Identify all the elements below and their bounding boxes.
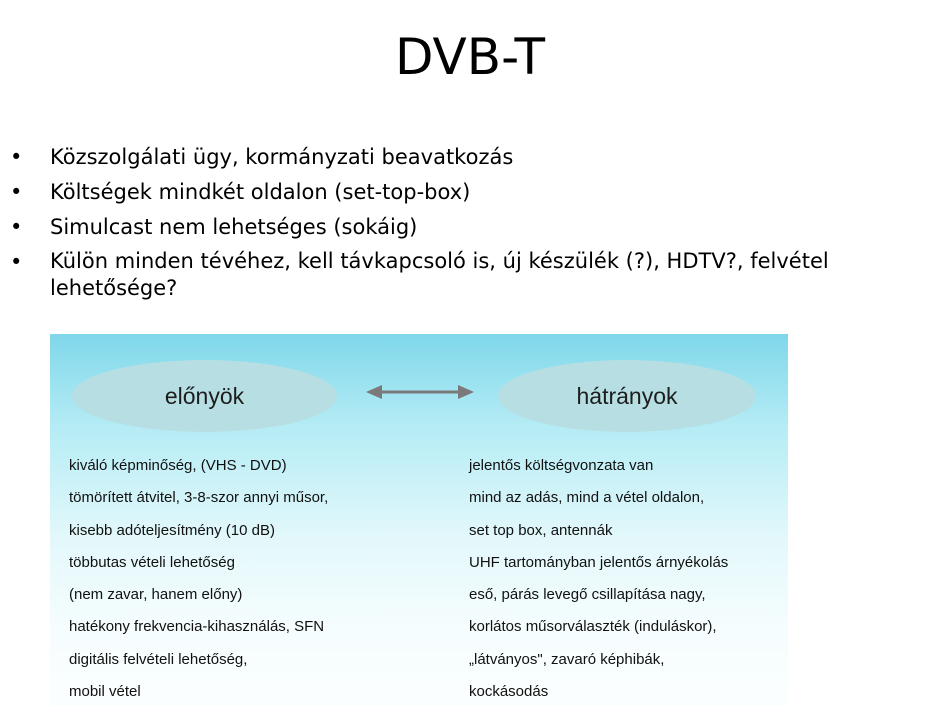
disadvantage-item: mind az adás, mind a vétel oldalon,: [469, 489, 705, 507]
disadvantages-list: [469, 450, 728, 708]
advantage-item: többutas vételi lehetőség: [69, 553, 235, 571]
disadvantage-item: korlátos műsorválaszték (induláskor),: [469, 618, 717, 636]
bullet-list: [0, 143, 940, 309]
slide-title: DVB-T: [394, 28, 546, 86]
advantage-item: (nem zavar, hanem előny): [69, 586, 243, 604]
bullet-dot: •: [10, 215, 23, 239]
bullet-dot: •: [10, 250, 23, 274]
disadvantages-heading: hátrányok: [576, 382, 678, 409]
advantage-item: tömörített átvitel, 3-8-szor annyi műsor,: [69, 489, 329, 507]
double-headed-arrow-icon: [366, 382, 474, 402]
comparison-figure: [50, 334, 788, 706]
advantages-heading-ellipse: [72, 360, 337, 432]
bullet-item: [0, 143, 940, 171]
disadvantage-item: eső, párás levegő csillapítása nagy,: [469, 586, 706, 604]
advantages-list: [69, 450, 328, 708]
disadvantage-item: „látványos", zavaró képhibák,: [469, 650, 665, 668]
disadvantages-heading-ellipse: [498, 360, 756, 432]
advantages-heading: előnyök: [164, 382, 245, 409]
disadvantage-item: set top box, antennák: [469, 521, 613, 539]
bullet-item: [0, 213, 940, 241]
bullet-text: Külön minden tévéhez, kell távkapcsoló is, új készülék (?), HDTV?, felvétel lehetősége?: [50, 249, 829, 300]
advantage-item: kisebb adóteljesítmény (10 dB): [69, 521, 275, 539]
bullet-item: [0, 248, 940, 302]
bullet-text: Költségek mindkét oldalon (set-top-box): [50, 180, 471, 204]
disadvantage-item: UHF tartományban jelentős árnyékolás: [469, 553, 729, 571]
bullet-text: Közszolgálati ügy, kormányzati beavatkozás: [50, 145, 514, 169]
bullet-dot: •: [10, 145, 23, 169]
bullet-item: [0, 178, 940, 206]
bullet-dot: •: [10, 180, 23, 204]
advantage-item: kiváló képminőség, (VHS - DVD): [69, 457, 287, 474]
bullet-text: Simulcast nem lehetséges (sokáig): [50, 215, 418, 239]
disadvantage-item: jelentős költségvonzata van: [469, 457, 654, 474]
advantage-item: mobil vétel: [69, 683, 141, 701]
disadvantage-item: kockásodás: [469, 683, 549, 701]
advantage-item: hatékony frekvencia-kihasználás, SFN: [69, 618, 325, 636]
advantage-item: digitális felvételi lehetőség,: [69, 650, 248, 668]
